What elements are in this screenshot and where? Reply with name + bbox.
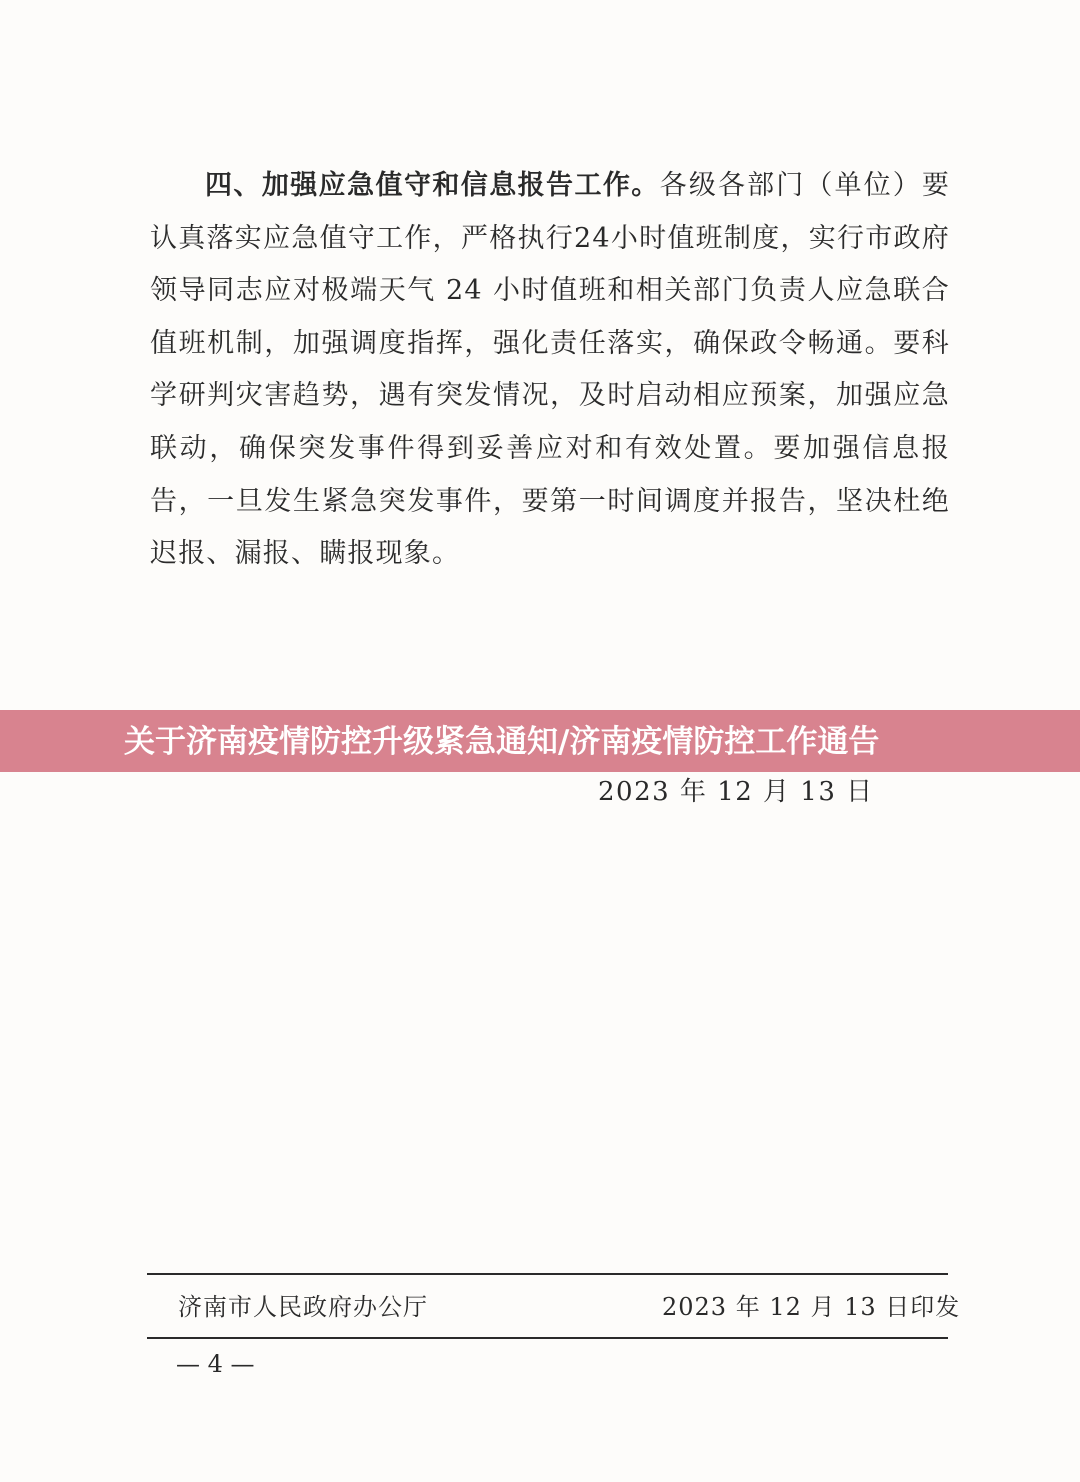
issuer-name: 济南市人民政府办公厅 — [178, 1293, 428, 1321]
page-number: — 4 — — [176, 1350, 255, 1378]
section-paragraph — [150, 160, 950, 581]
footer-top-rule — [147, 1273, 948, 1275]
signature-date: 2023 年 12 月 13 日 — [598, 777, 874, 807]
print-date: 2023 年 12 月 13 日印发 — [662, 1293, 961, 1321]
section-heading: 四、加强应急值守和信息报告工作。 — [205, 170, 660, 201]
footer-bottom-rule — [147, 1337, 948, 1339]
banner-title: 关于济南疫情防控升级紧急通知/济南疫情防控工作通告 — [124, 724, 880, 760]
section-body: 各级各部门（单位）要认真落实应急值守工作，严格执行24小时值班制度，实行市政府领导同志应对极端天气 24 小时值班和相关部门负责人应急联合值班机制，加强调度指挥，强化责任落实，确保政令畅通。要科学研判灾害趋势，遇有突发情况，及时启动相应预案，加强应急联动，确保突发事件得到妥善应对和有效处置。要加强信息报告，一旦发生紧急突发事件，要第一时间调度并报告，坚决杜绝迟报、漏报、瞒报现象。 — [150, 170, 951, 570]
